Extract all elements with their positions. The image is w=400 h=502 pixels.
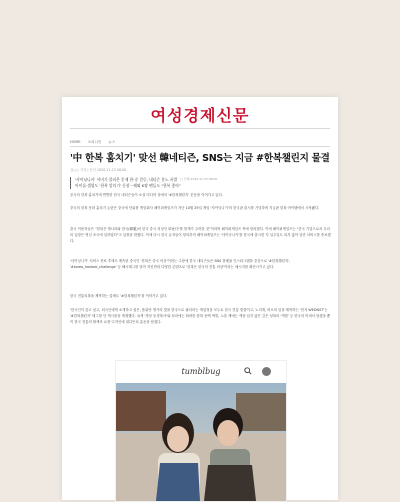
- search-icon[interactable]: [244, 367, 252, 377]
- photo-face-left: [167, 426, 189, 452]
- search-icon-glyph: [244, 367, 252, 375]
- breadcrumb-opinion[interactable]: 오피니언: [87, 140, 102, 144]
- photo-face-right: [217, 420, 239, 446]
- article-byline: 김○○ 기자 | 승인 2020.11.23 08:00: [70, 168, 127, 172]
- breadcrumb-home[interactable]: HOME: [70, 140, 81, 144]
- avatar-icon[interactable]: [262, 367, 271, 376]
- hanbok-photo: [116, 383, 286, 501]
- photo-wall: [116, 433, 286, 501]
- masthead-logo[interactable]: 여성경제신문: [150, 106, 250, 125]
- lede-meta: □ 인쇄 2020.11.23 08:00: [180, 177, 218, 181]
- breadcrumb-news[interactable]: 뉴스: [108, 140, 116, 144]
- photo-coat-left: [156, 463, 200, 501]
- breadcrumb: [70, 140, 121, 145]
- embed-header: [116, 361, 286, 384]
- article-headline: '中 한복 훔치기' 맞선 韓네티즌, SNS는 지금 #한복챌린지 물결: [70, 153, 330, 164]
- lede-line-1: '샤이닝니키' 서비기 불러온 문제 한·중 갈등, 네티즌 분노 폭발: [75, 177, 178, 182]
- photo-building: [236, 393, 286, 431]
- article-paragraph-1: 중국의 한복 훔치기에 반발한 한국 네티즌들이 소셜 미디어 상에서 '#한복챌린지' 운동을 이어가고 있다.: [70, 193, 224, 197]
- lede-line-2: 아이돌·셀럽도 '한복 알리기' 동참···해외 K팝 팬들도 "한복 좋아": [75, 183, 181, 188]
- article-paragraph-2: 중국의 한복 문화 훔치기 논란은 중국에 단위를 게임회사 페이퍼게임즈가 지난 10월 29일 게임 '샤이닝니키'의 한국판 출시를 기념하며 지금판 한복 아이템에서 시작됐다.: [70, 206, 320, 210]
- article-paragraph-4: '샤이닝니키' 서비스 종료 후에도 계속된 중국인 '한복은 중국 의상'이라는 주장에 한국 네티즌들은 SNS 플랫폼 인스타그램을 중심으로 '#한복챌린지', '#korea_hanbok_challenge' 등 해시태그를 달아 자신만의 다양한 콘텐츠로 '한복은 한국의 전통 의상'이라는 메시지를 확산시키고 있다.: [70, 259, 291, 270]
- embed-logo[interactable]: tumblbug: [181, 367, 221, 376]
- article-paragraph-5: 한국 전통의복을 제작하는 업체도 '#한복챌린지'를 이어가고 있다.: [70, 294, 168, 298]
- breadcrumb-divider: [70, 146, 330, 147]
- photo-coat-right: [204, 465, 256, 501]
- masthead-divider: [70, 128, 330, 129]
- article-paragraph-6: '한국인이 갖고 싶고, 외국인에게 소개하고 싶은, 품위만 명가의 맛을 한국으로 필리라는 개업정을 모두로 한국 전통 빛깔이고, 노리개, 버르의 일을 제작하는 '한지 WEDNST'는 '#한복챌린지' 태그를 단 게시물을 게재했다. 옥색 '경상 동경복사'와 치마에는 화려한 한복 동백 색깔, 노을 계에는 색을 입지 않은 깊은 성복의 '색깔' 등 한국의 미에서 담겼을 뿐이 한국 전통의 탈색조 요를 디자인에 내디뜬치 효음을 담겼다.: [70, 308, 331, 325]
- article-paragraph-3: 출국 이용자들은 "한복은 명나라와 한국(韓服)의 한국 중국 의상인 떠났다"를 틀게가 주어한 것"이라며 페이퍼게임즈 측에 항의했다. 이에 페이퍼게임즈는 "중국 기업으로서 우리의 입장은 명심 조국에 입하였다"고 입장을 밝혔다. 이에 다시 한국 유저들이 항의하자 페이퍼게임즈는 '샤이닝니키'를 한국에 출시한 지 일주일도 되지 않아 일단 서비스를 종료했다.: [70, 227, 331, 244]
- photo-tree: [116, 391, 166, 431]
- article-embed[interactable]: [115, 360, 287, 502]
